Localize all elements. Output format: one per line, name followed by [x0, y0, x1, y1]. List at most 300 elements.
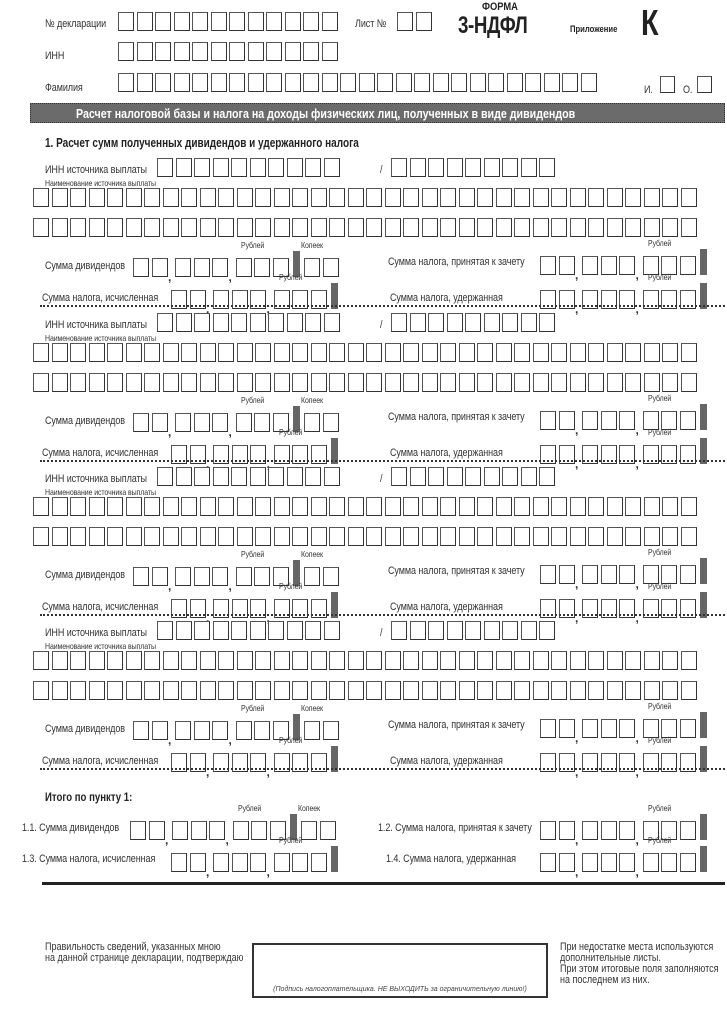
char-cell[interactable] — [680, 565, 696, 584]
dividends-amount-field[interactable] — [133, 251, 341, 277]
char-cell[interactable] — [255, 527, 271, 546]
char-cell[interactable] — [324, 313, 340, 332]
char-cell[interactable] — [514, 651, 530, 670]
char-cell[interactable] — [329, 343, 345, 362]
char-cell[interactable] — [329, 373, 345, 392]
char-cell[interactable] — [414, 73, 430, 92]
char-cell[interactable] — [403, 527, 419, 546]
char-cell[interactable] — [366, 188, 382, 207]
char-cell[interactable] — [348, 651, 364, 670]
char-cell[interactable] — [588, 343, 604, 362]
char-cell[interactable] — [174, 73, 190, 92]
char-cell[interactable] — [311, 681, 327, 700]
char-cell[interactable] — [385, 343, 401, 362]
char-cell[interactable] — [200, 497, 216, 516]
char-cell[interactable] — [133, 413, 149, 432]
char-cell[interactable] — [477, 218, 493, 237]
total-tax-calculated-field[interactable] — [171, 846, 342, 872]
char-cell[interactable] — [181, 681, 197, 700]
char-cell[interactable] — [255, 497, 271, 516]
char-cell[interactable] — [410, 621, 426, 640]
char-cell[interactable] — [144, 218, 160, 237]
char-cell[interactable] — [163, 188, 179, 207]
char-cell[interactable] — [175, 721, 191, 740]
char-cell[interactable] — [440, 651, 456, 670]
char-cell[interactable] — [231, 158, 247, 177]
char-cell[interactable] — [254, 258, 270, 277]
char-cell[interactable] — [194, 313, 210, 332]
char-cell[interactable] — [440, 343, 456, 362]
char-cell[interactable] — [274, 681, 290, 700]
char-cell[interactable] — [304, 413, 320, 432]
char-cell[interactable] — [644, 681, 660, 700]
char-cell[interactable] — [588, 681, 604, 700]
char-cell[interactable] — [619, 256, 635, 275]
char-cell[interactable] — [680, 821, 696, 840]
char-cell[interactable] — [213, 621, 229, 640]
char-cell[interactable] — [137, 12, 153, 31]
char-cell[interactable] — [229, 73, 245, 92]
char-cell[interactable] — [514, 188, 530, 207]
char-cell[interactable] — [329, 681, 345, 700]
char-cell[interactable] — [329, 651, 345, 670]
char-cell[interactable] — [211, 12, 227, 31]
char-cell[interactable] — [89, 373, 105, 392]
char-cell[interactable] — [311, 527, 327, 546]
char-cell[interactable] — [607, 373, 623, 392]
char-cell[interactable] — [496, 681, 512, 700]
char-cell[interactable] — [521, 467, 537, 486]
char-cell[interactable] — [200, 218, 216, 237]
char-cell[interactable] — [644, 218, 660, 237]
char-cell[interactable] — [570, 218, 586, 237]
char-cell[interactable] — [588, 188, 604, 207]
char-cell[interactable] — [218, 218, 234, 237]
char-cell[interactable] — [52, 218, 68, 237]
char-cell[interactable] — [89, 527, 105, 546]
char-cell[interactable] — [385, 527, 401, 546]
char-cell[interactable] — [514, 527, 530, 546]
char-cell[interactable] — [70, 373, 86, 392]
char-cell[interactable] — [662, 651, 678, 670]
char-cell[interactable] — [440, 188, 456, 207]
char-cell[interactable] — [311, 218, 327, 237]
char-cell[interactable] — [644, 497, 660, 516]
char-cell[interactable] — [152, 721, 168, 740]
char-cell[interactable] — [433, 73, 449, 92]
char-cell[interactable] — [403, 373, 419, 392]
char-cell[interactable] — [303, 73, 319, 92]
char-cell[interactable] — [570, 188, 586, 207]
char-cell[interactable] — [237, 188, 253, 207]
char-cell[interactable] — [625, 188, 641, 207]
char-cell[interactable] — [70, 527, 86, 546]
char-cell[interactable] — [359, 73, 375, 92]
char-cell[interactable] — [137, 42, 153, 61]
char-cell[interactable] — [144, 497, 160, 516]
char-cell[interactable] — [89, 188, 105, 207]
char-cell[interactable] — [200, 681, 216, 700]
char-cell[interactable] — [422, 497, 438, 516]
char-cell[interactable] — [403, 218, 419, 237]
char-cell[interactable] — [171, 853, 187, 872]
char-cell[interactable] — [323, 413, 339, 432]
char-cell[interactable] — [292, 188, 308, 207]
char-cell[interactable] — [459, 343, 475, 362]
char-cell[interactable] — [305, 158, 321, 177]
char-cell[interactable] — [118, 73, 134, 92]
char-cell[interactable] — [248, 73, 264, 92]
source-name-line-1[interactable] — [33, 651, 699, 670]
char-cell[interactable] — [52, 497, 68, 516]
char-cell[interactable] — [192, 42, 208, 61]
total-tax-withheld-field[interactable] — [540, 846, 711, 872]
tax-credited-amount-field[interactable] — [540, 558, 711, 584]
dividends-amount-field[interactable] — [133, 406, 341, 432]
char-cell[interactable] — [107, 497, 123, 516]
char-cell[interactable] — [304, 258, 320, 277]
char-cell[interactable] — [459, 218, 475, 237]
char-cell[interactable] — [422, 343, 438, 362]
char-cell[interactable] — [385, 497, 401, 516]
char-cell[interactable] — [496, 343, 512, 362]
char-cell[interactable] — [163, 373, 179, 392]
source-name-line-2[interactable] — [33, 527, 699, 546]
char-cell[interactable] — [502, 467, 518, 486]
char-cell[interactable] — [521, 621, 537, 640]
char-cell[interactable] — [391, 158, 407, 177]
char-cell[interactable] — [126, 188, 142, 207]
char-cell[interactable] — [601, 719, 617, 738]
char-cell[interactable] — [619, 565, 635, 584]
char-cell[interactable] — [465, 467, 481, 486]
char-cell[interactable] — [248, 12, 264, 31]
char-cell[interactable] — [366, 651, 382, 670]
char-cell[interactable] — [292, 527, 308, 546]
char-cell[interactable] — [329, 188, 345, 207]
char-cell[interactable] — [89, 651, 105, 670]
char-cell[interactable] — [477, 343, 493, 362]
char-cell[interactable] — [231, 467, 247, 486]
char-cell[interactable] — [451, 73, 467, 92]
char-cell[interactable] — [551, 188, 567, 207]
char-cell[interactable] — [477, 188, 493, 207]
char-cell[interactable] — [200, 527, 216, 546]
char-cell[interactable] — [254, 721, 270, 740]
char-cell[interactable] — [582, 821, 598, 840]
char-cell[interactable] — [588, 373, 604, 392]
char-cell[interactable] — [348, 188, 364, 207]
char-cell[interactable] — [52, 188, 68, 207]
char-cell[interactable] — [459, 497, 475, 516]
char-cell[interactable] — [551, 651, 567, 670]
char-cell[interactable] — [533, 527, 549, 546]
char-cell[interactable] — [533, 651, 549, 670]
char-cell[interactable] — [218, 188, 234, 207]
char-cell[interactable] — [403, 497, 419, 516]
char-cell[interactable] — [237, 497, 253, 516]
char-cell[interactable] — [551, 497, 567, 516]
char-cell[interactable] — [428, 467, 444, 486]
char-cell[interactable] — [287, 158, 303, 177]
char-cell[interactable] — [33, 651, 49, 670]
char-cell[interactable] — [447, 313, 463, 332]
char-cell[interactable] — [484, 158, 500, 177]
char-cell[interactable] — [322, 12, 338, 31]
char-cell[interactable] — [539, 313, 555, 332]
char-cell[interactable] — [348, 497, 364, 516]
char-cell[interactable] — [533, 373, 549, 392]
char-cell[interactable] — [551, 373, 567, 392]
char-cell[interactable] — [155, 73, 171, 92]
char-cell[interactable] — [157, 467, 173, 486]
char-cell[interactable] — [410, 158, 426, 177]
char-cell[interactable] — [163, 218, 179, 237]
char-cell[interactable] — [428, 313, 444, 332]
char-cell[interactable] — [175, 567, 191, 586]
char-cell[interactable] — [231, 621, 247, 640]
source-kpp-field[interactable] — [391, 158, 558, 177]
char-cell[interactable] — [323, 258, 339, 277]
char-cell[interactable] — [236, 413, 252, 432]
char-cell[interactable] — [324, 467, 340, 486]
char-cell[interactable] — [126, 343, 142, 362]
char-cell[interactable] — [172, 821, 188, 840]
char-cell[interactable] — [559, 853, 575, 872]
char-cell[interactable] — [190, 853, 206, 872]
char-cell[interactable] — [428, 621, 444, 640]
char-cell[interactable] — [163, 497, 179, 516]
char-cell[interactable] — [118, 12, 134, 31]
char-cell[interactable] — [551, 527, 567, 546]
char-cell[interactable] — [422, 218, 438, 237]
char-cell[interactable] — [144, 681, 160, 700]
char-cell[interactable] — [70, 681, 86, 700]
char-cell[interactable] — [130, 821, 146, 840]
char-cell[interactable] — [320, 821, 336, 840]
char-cell[interactable] — [533, 497, 549, 516]
char-cell[interactable] — [644, 651, 660, 670]
char-cell[interactable] — [163, 651, 179, 670]
char-cell[interactable] — [391, 621, 407, 640]
char-cell[interactable] — [662, 497, 678, 516]
char-cell[interactable] — [601, 256, 617, 275]
char-cell[interactable] — [200, 188, 216, 207]
char-cell[interactable] — [305, 313, 321, 332]
char-cell[interactable] — [459, 681, 475, 700]
char-cell[interactable] — [366, 343, 382, 362]
char-cell[interactable] — [149, 821, 165, 840]
char-cell[interactable] — [266, 42, 282, 61]
char-cell[interactable] — [200, 343, 216, 362]
char-cell[interactable] — [218, 527, 234, 546]
char-cell[interactable] — [502, 158, 518, 177]
char-cell[interactable] — [194, 567, 210, 586]
char-cell[interactable] — [144, 527, 160, 546]
char-cell[interactable] — [250, 853, 266, 872]
declaration-number-field[interactable] — [118, 12, 340, 31]
char-cell[interactable] — [274, 343, 290, 362]
char-cell[interactable] — [366, 218, 382, 237]
char-cell[interactable] — [488, 73, 504, 92]
char-cell[interactable] — [274, 373, 290, 392]
char-cell[interactable] — [681, 218, 697, 237]
char-cell[interactable] — [176, 621, 192, 640]
char-cell[interactable] — [440, 497, 456, 516]
char-cell[interactable] — [484, 621, 500, 640]
char-cell[interactable] — [33, 188, 49, 207]
char-cell[interactable] — [662, 527, 678, 546]
char-cell[interactable] — [385, 218, 401, 237]
char-cell[interactable] — [33, 681, 49, 700]
char-cell[interactable] — [107, 343, 123, 362]
char-cell[interactable] — [237, 218, 253, 237]
char-cell[interactable] — [619, 853, 635, 872]
char-cell[interactable] — [285, 73, 301, 92]
char-cell[interactable] — [570, 343, 586, 362]
char-cell[interactable] — [200, 373, 216, 392]
char-cell[interactable] — [52, 343, 68, 362]
char-cell[interactable] — [266, 12, 282, 31]
char-cell[interactable] — [157, 158, 173, 177]
char-cell[interactable] — [540, 853, 556, 872]
char-cell[interactable] — [292, 681, 308, 700]
char-cell[interactable] — [324, 621, 340, 640]
char-cell[interactable] — [447, 621, 463, 640]
char-cell[interactable] — [680, 256, 696, 275]
char-cell[interactable] — [422, 373, 438, 392]
char-cell[interactable] — [607, 218, 623, 237]
char-cell[interactable] — [465, 313, 481, 332]
char-cell[interactable] — [33, 218, 49, 237]
char-cell[interactable] — [502, 621, 518, 640]
char-cell[interactable] — [477, 497, 493, 516]
char-cell[interactable] — [229, 42, 245, 61]
char-cell[interactable] — [625, 218, 641, 237]
char-cell[interactable] — [662, 343, 678, 362]
char-cell[interactable] — [539, 467, 555, 486]
char-cell[interactable] — [126, 651, 142, 670]
char-cell[interactable] — [385, 188, 401, 207]
char-cell[interactable] — [601, 821, 617, 840]
char-cell[interactable] — [248, 42, 264, 61]
char-cell[interactable] — [570, 527, 586, 546]
char-cell[interactable] — [643, 853, 659, 872]
char-cell[interactable] — [588, 497, 604, 516]
char-cell[interactable] — [311, 651, 327, 670]
char-cell[interactable] — [496, 373, 512, 392]
char-cell[interactable] — [680, 719, 696, 738]
char-cell[interactable] — [440, 373, 456, 392]
char-cell[interactable] — [107, 218, 123, 237]
char-cell[interactable] — [213, 467, 229, 486]
char-cell[interactable] — [181, 651, 197, 670]
char-cell[interactable] — [255, 188, 271, 207]
char-cell[interactable] — [52, 527, 68, 546]
char-cell[interactable] — [484, 313, 500, 332]
char-cell[interactable] — [191, 821, 207, 840]
char-cell[interactable] — [607, 527, 623, 546]
char-cell[interactable] — [521, 158, 537, 177]
char-cell[interactable] — [157, 313, 173, 332]
char-cell[interactable] — [607, 343, 623, 362]
char-cell[interactable] — [570, 651, 586, 670]
char-cell[interactable] — [582, 565, 598, 584]
char-cell[interactable] — [397, 12, 413, 31]
char-cell[interactable] — [194, 721, 210, 740]
char-cell[interactable] — [588, 651, 604, 670]
char-cell[interactable] — [237, 681, 253, 700]
char-cell[interactable] — [255, 343, 271, 362]
char-cell[interactable] — [477, 527, 493, 546]
char-cell[interactable] — [163, 343, 179, 362]
middle-initial-field[interactable] — [697, 76, 715, 93]
char-cell[interactable] — [163, 527, 179, 546]
char-cell[interactable] — [250, 467, 266, 486]
char-cell[interactable] — [607, 651, 623, 670]
char-cell[interactable] — [237, 343, 253, 362]
char-cell[interactable] — [107, 651, 123, 670]
char-cell[interactable] — [218, 373, 234, 392]
char-cell[interactable] — [126, 681, 142, 700]
char-cell[interactable] — [559, 719, 575, 738]
char-cell[interactable] — [540, 411, 556, 430]
char-cell[interactable] — [133, 258, 149, 277]
char-cell[interactable] — [33, 373, 49, 392]
char-cell[interactable] — [181, 218, 197, 237]
char-cell[interactable] — [551, 681, 567, 700]
char-cell[interactable] — [625, 527, 641, 546]
char-cell[interactable] — [107, 527, 123, 546]
char-cell[interactable] — [465, 621, 481, 640]
char-cell[interactable] — [582, 411, 598, 430]
char-cell[interactable] — [311, 373, 327, 392]
char-cell[interactable] — [237, 373, 253, 392]
char-cell[interactable] — [329, 527, 345, 546]
char-cell[interactable] — [303, 42, 319, 61]
char-cell[interactable] — [514, 681, 530, 700]
char-cell[interactable] — [233, 821, 249, 840]
dividends-amount-field[interactable] — [133, 714, 341, 740]
total-tax-credited-field[interactable] — [540, 814, 711, 840]
char-cell[interactable] — [311, 853, 327, 872]
char-cell[interactable] — [311, 497, 327, 516]
char-cell[interactable] — [181, 373, 197, 392]
char-cell[interactable] — [562, 73, 578, 92]
char-cell[interactable] — [403, 651, 419, 670]
char-cell[interactable] — [194, 467, 210, 486]
char-cell[interactable] — [274, 497, 290, 516]
char-cell[interactable] — [251, 821, 267, 840]
char-cell[interactable] — [304, 567, 320, 586]
char-cell[interactable] — [403, 188, 419, 207]
source-name-line-2[interactable] — [33, 681, 699, 700]
char-cell[interactable] — [250, 158, 266, 177]
char-cell[interactable] — [213, 313, 229, 332]
char-cell[interactable] — [680, 411, 696, 430]
char-cell[interactable] — [292, 497, 308, 516]
char-cell[interactable] — [619, 821, 635, 840]
char-cell[interactable] — [514, 343, 530, 362]
char-cell[interactable] — [551, 218, 567, 237]
char-cell[interactable] — [324, 158, 340, 177]
char-cell[interactable] — [507, 73, 523, 92]
char-cell[interactable] — [213, 158, 229, 177]
char-cell[interactable] — [126, 218, 142, 237]
char-cell[interactable] — [107, 681, 123, 700]
char-cell[interactable] — [175, 258, 191, 277]
char-cell[interactable] — [366, 373, 382, 392]
